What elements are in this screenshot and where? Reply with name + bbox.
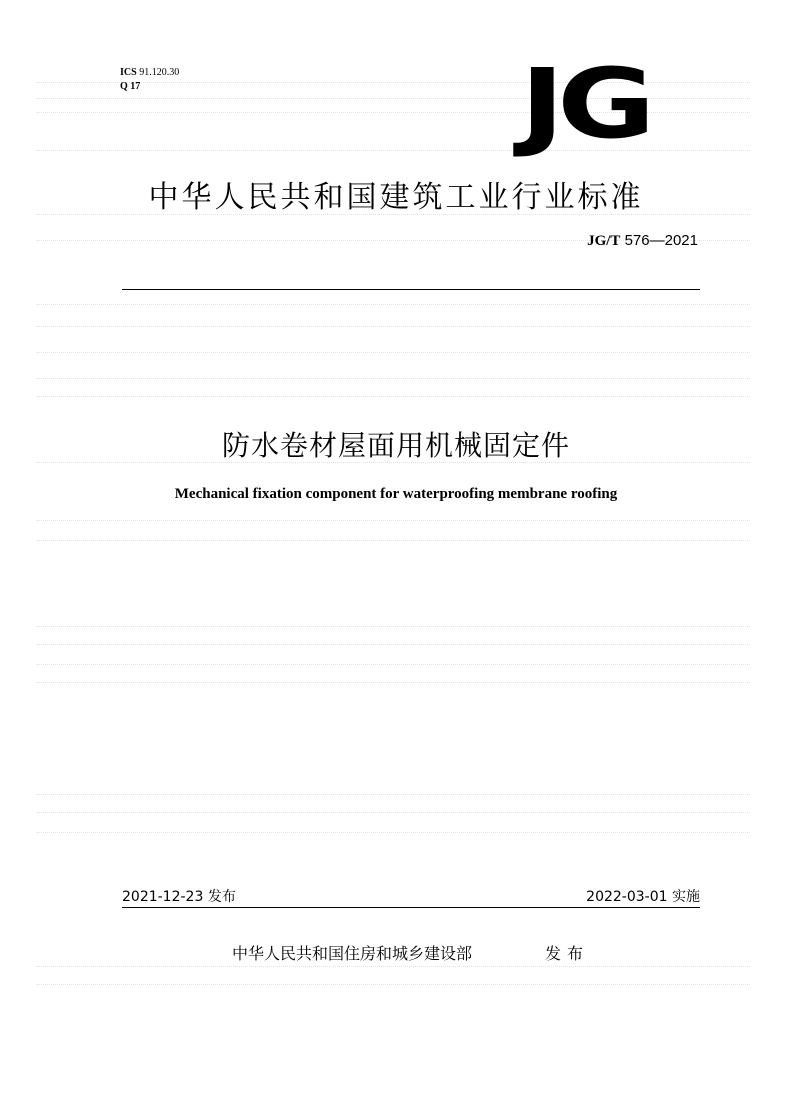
texture-line [36, 626, 750, 627]
top-divider [122, 289, 700, 290]
texture-line [36, 540, 750, 541]
texture-line [36, 304, 750, 305]
texture-line [36, 794, 750, 795]
standard-category-title: 中华人民共和国建筑工业行业标准 [148, 180, 644, 215]
issue-action: 发布 [545, 944, 590, 963]
publish-date: 2021-12-23 [122, 889, 204, 905]
texture-line [36, 378, 750, 379]
texture-line [36, 520, 750, 521]
texture-line [36, 664, 750, 665]
ics-label: ICS [120, 67, 137, 78]
ics-line [120, 66, 179, 80]
document-title-en: Mechanical fixation component for waterproofing membrane roofing [174, 486, 618, 502]
texture-line [36, 644, 750, 645]
implement-label: 实施 [672, 889, 700, 905]
implement-date: 2022-03-01 [586, 889, 668, 905]
standard-code [587, 232, 698, 250]
texture-line [36, 984, 750, 985]
ccs-code: Q 17 [120, 81, 141, 92]
document-title-cn: 防水卷材屋面用机械固定件 [221, 429, 570, 462]
texture-line [36, 326, 750, 327]
texture-line [36, 966, 750, 967]
publish-label: 发布 [207, 889, 236, 905]
texture-line [36, 396, 750, 397]
bottom-divider [122, 907, 700, 908]
standard-code-prefix: JG/T [587, 233, 621, 249]
texture-line [36, 352, 750, 353]
texture-line [36, 832, 750, 833]
ics-code: 91.120.30 [139, 67, 180, 78]
jg-logo: JG [520, 48, 649, 160]
publish-date-block [122, 886, 236, 906]
texture-line [36, 682, 750, 683]
issuing-authority: 中华人民共和国住房和城乡建设部 [232, 944, 473, 963]
texture-line [36, 812, 750, 813]
standard-code-number: 576—2021 [624, 232, 698, 249]
implement-date-block [586, 886, 700, 906]
classification-codes [120, 66, 179, 94]
